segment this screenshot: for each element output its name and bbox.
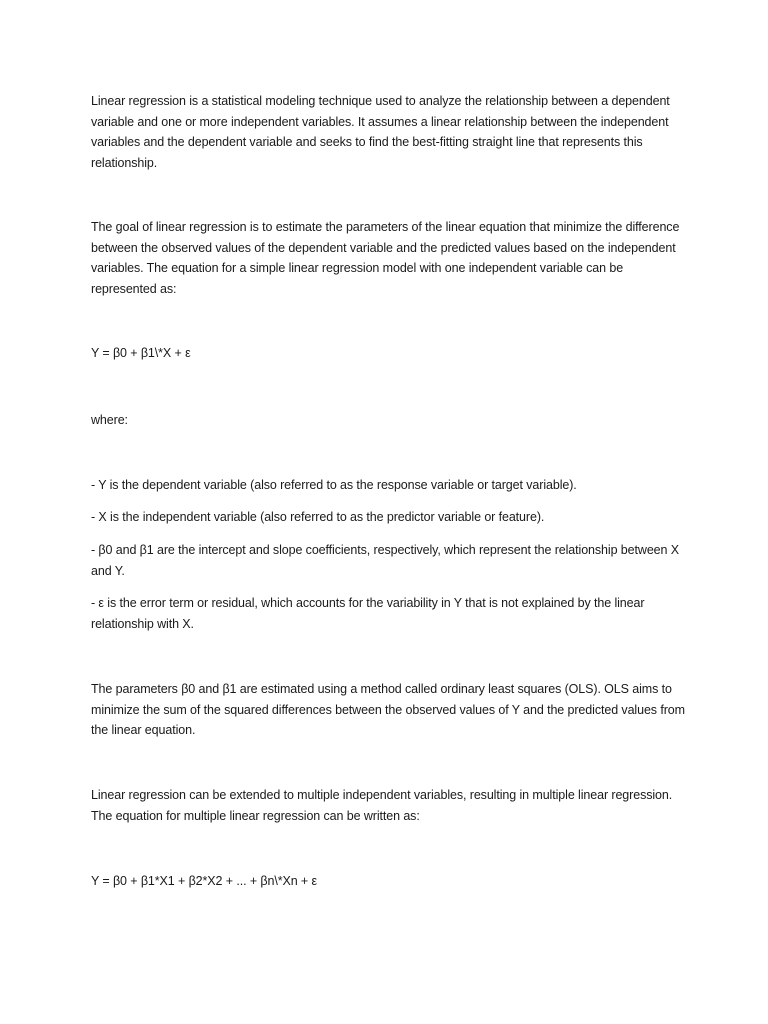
multiple-regression-equation: Y = β0 + β1*X1 + β2*X2 + ... + βn\*Xn + ε [91, 874, 317, 888]
multiple-regression-paragraph: Linear regression can be extended to multiple independent variables, resulting in multiple linear regression. The equation for multiple linear regression can be written as: [91, 788, 673, 823]
intro-paragraph: Linear regression is a statistical modeling technique used to analyze the relationship between a dependent variable and one or more independent variables. It assumes a linear relationship between the independent variables and the dependent variable and seeks to find the best-fitting straight line that represents this relationship. [91, 94, 670, 170]
ols-paragraph: The parameters β0 and β1 are estimated using a method called ordinary least squares (OLS). OLS aims to minimize the sum of the squared differences between the observed values of Y and the predicted values from the linear equation. [91, 682, 685, 737]
definition-item-y: - Y is the dependent variable (also referred to as the response variable or target variable). [91, 478, 577, 492]
where-label: where: [91, 413, 128, 427]
definition-item-error: - ε is the error term or residual, which accounts for the variability in Y that is not explained by the linear relationship with X. [91, 596, 645, 631]
definition-item-coefficients: - β0 and β1 are the intercept and slope coefficients, respectively, which represent the relationship between X and Y. [91, 543, 679, 578]
definition-item-x: - X is the independent variable (also referred to as the predictor variable or feature). [91, 510, 545, 524]
simple-regression-equation: Y = β0 + β1\*X + ε [91, 346, 191, 360]
goal-paragraph: The goal of linear regression is to estimate the parameters of the linear equation that minimize the difference between the observed values of the dependent variable and the predicted values based on the independent variables. The equation for a simple linear regression model with one independent variable can be represented as: [91, 220, 680, 296]
